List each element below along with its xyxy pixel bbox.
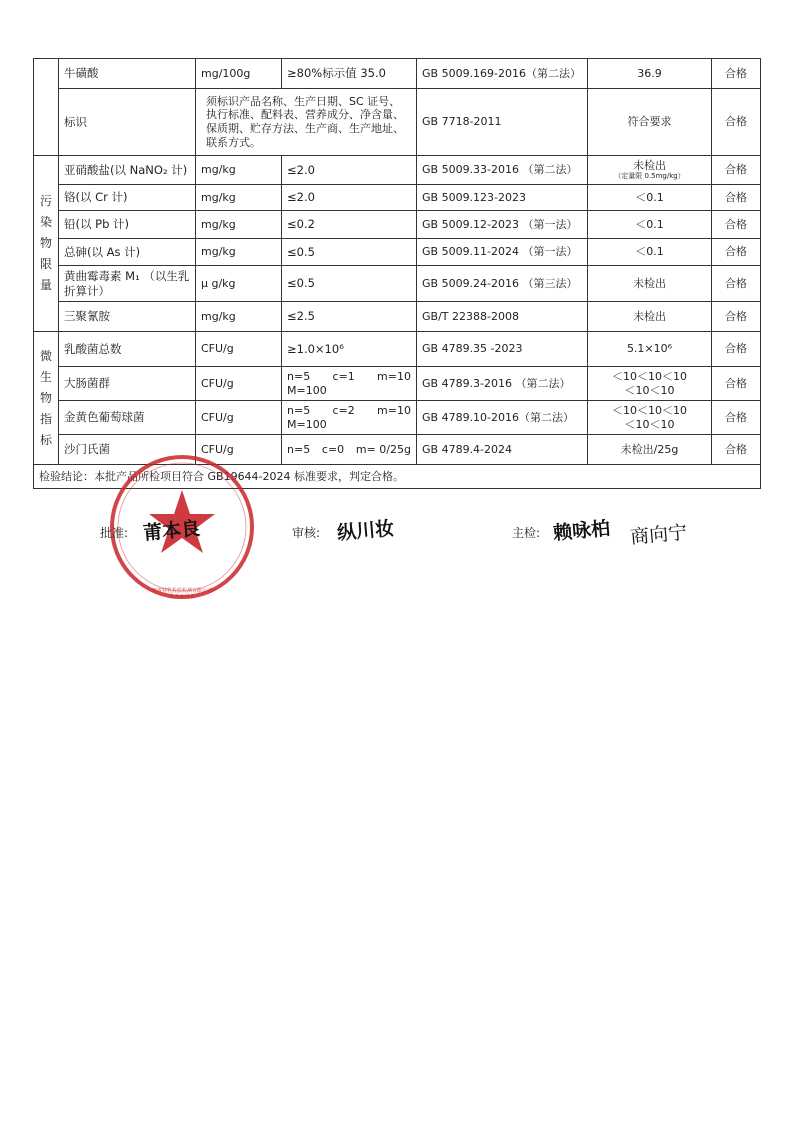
table-row bbox=[34, 156, 761, 185]
unit-cell: mg/kg bbox=[196, 185, 282, 211]
unit-cell: mg/kg bbox=[196, 156, 282, 185]
approve-label: 批准: bbox=[100, 526, 129, 540]
approve-signature: 莆本良 bbox=[142, 517, 201, 545]
requirement-cell: ≤2.5 bbox=[282, 302, 417, 332]
verdict-cell: 合格 bbox=[712, 401, 761, 435]
item-name: 铅(以 Pb 计) bbox=[59, 211, 196, 239]
requirement-cell: ≤2.0 bbox=[282, 185, 417, 211]
svg-text:化验专用章: 化验专用章 bbox=[169, 594, 195, 600]
requirement-cell: n=5 c=1 m=10 M=100 bbox=[282, 367, 417, 401]
verdict-cell: 合格 bbox=[712, 211, 761, 239]
method-cell: GB/T 22388-2008 bbox=[417, 302, 588, 332]
table-row bbox=[34, 302, 761, 332]
method-cell: GB 5009.123-2023 bbox=[417, 185, 588, 211]
table-row bbox=[34, 211, 761, 239]
quantitation-limit: （定量限 0.5mg/kg） bbox=[614, 172, 685, 181]
result-cell: 符合要求 bbox=[588, 89, 712, 156]
requirement-cell: ≤0.5 bbox=[282, 239, 417, 266]
svg-text:西省特乳检验检测有限公司: 西省特乳检验检测有限公司 bbox=[151, 588, 213, 594]
review-signature: 纵川妆 bbox=[336, 517, 395, 545]
verdict-cell: 合格 bbox=[712, 367, 761, 401]
requirement-cell: 须标识产品名称、生产日期、SC 证号、执行标准、配料表、营养成分、净含量、保质期、贮存方法、生产商、生产地址、联系方式。 bbox=[196, 89, 417, 156]
method-cell: GB 4789.4-2024 bbox=[417, 435, 588, 465]
item-name: 黄曲霉毒素 M₁ （以生乳折算计） bbox=[59, 266, 196, 302]
result-cell: 36.9 bbox=[588, 59, 712, 89]
result-cell: 未检出 bbox=[588, 266, 712, 302]
inspection-table bbox=[33, 58, 761, 489]
unit-cell: mg/kg bbox=[196, 211, 282, 239]
table-row bbox=[34, 266, 761, 302]
method-cell: GB 5009.11-2024 （第一法） bbox=[417, 239, 588, 266]
method-cell: GB 4789.10-2016（第二法） bbox=[417, 401, 588, 435]
method-cell: GB 4789.35 -2023 bbox=[417, 332, 588, 367]
verdict-cell: 合格 bbox=[712, 185, 761, 211]
group-label-contaminants: 污染物限量 bbox=[34, 156, 59, 332]
item-name: 金黄色葡萄球菌 bbox=[59, 401, 196, 435]
review-label: 审核: bbox=[292, 526, 321, 540]
group-label-microbes: 微生物指标 bbox=[34, 332, 59, 465]
inspect-label: 主检: bbox=[512, 526, 541, 540]
inspect-signature-2: 商向宁 bbox=[629, 521, 688, 549]
item-name: 三聚氰胺 bbox=[59, 302, 196, 332]
item-name: 总砷(以 As 计) bbox=[59, 239, 196, 266]
verdict-cell: 合格 bbox=[712, 435, 761, 465]
result-cell: ＜0.1 bbox=[588, 239, 712, 266]
item-name: 牛磺酸 bbox=[59, 59, 196, 89]
result-cell: ＜10＜10＜10 ＜10＜10 bbox=[588, 401, 712, 435]
result-cell: ＜0.1 bbox=[588, 185, 712, 211]
result-cell: 未检出 （定量限 0.5mg/kg） bbox=[588, 156, 712, 185]
method-cell: GB 5009.12-2023 （第一法） bbox=[417, 211, 588, 239]
table-row bbox=[34, 239, 761, 266]
verdict-cell: 合格 bbox=[712, 266, 761, 302]
unit-cell: mg/kg bbox=[196, 302, 282, 332]
table-row bbox=[34, 185, 761, 211]
method-cell: GB 4789.3-2016 （第二法） bbox=[417, 367, 588, 401]
result-cell: 未检出/25g bbox=[588, 435, 712, 465]
group-cell-blank bbox=[34, 59, 59, 156]
result-cell: ＜10＜10＜10 ＜10＜10 bbox=[588, 367, 712, 401]
unit-cell: CFU/g bbox=[196, 401, 282, 435]
item-name: 沙门氏菌 bbox=[59, 435, 196, 465]
result-cell: 未检出 bbox=[588, 302, 712, 332]
table-row bbox=[34, 89, 761, 156]
method-cell: GB 5009.24-2016 （第三法） bbox=[417, 266, 588, 302]
unit-cell: mg/kg bbox=[196, 239, 282, 266]
unit-cell: CFU/g bbox=[196, 435, 282, 465]
table-row bbox=[34, 367, 761, 401]
requirement-cell: ≥80%标示值 35.0 bbox=[282, 59, 417, 89]
verdict-cell: 合格 bbox=[712, 239, 761, 266]
item-name: 铬(以 Cr 计) bbox=[59, 185, 196, 211]
table-row bbox=[34, 59, 761, 89]
requirement-cell: ≤0.5 bbox=[282, 266, 417, 302]
verdict-cell: 合格 bbox=[712, 156, 761, 185]
result-cell: 5.1×10⁶ bbox=[588, 332, 712, 367]
method-cell: GB 7718-2011 bbox=[417, 89, 588, 156]
result-cell: ＜0.1 bbox=[588, 211, 712, 239]
unit-cell: μ g/kg bbox=[196, 266, 282, 302]
verdict-cell: 合格 bbox=[712, 332, 761, 367]
unit-cell: mg/100g bbox=[196, 59, 282, 89]
inspect-signature-1: 赖咏柏 bbox=[552, 517, 611, 545]
requirement-cell: ≤0.2 bbox=[282, 211, 417, 239]
requirement-cell: n=5 c=0 m= 0/25g bbox=[282, 435, 417, 465]
requirement-cell: n=5 c=2 m=10 M=100 bbox=[282, 401, 417, 435]
unit-cell: CFU/g bbox=[196, 332, 282, 367]
table-row bbox=[34, 401, 761, 435]
method-cell: GB 5009.33-2016 （第二法） bbox=[417, 156, 588, 185]
item-name: 大肠菌群 bbox=[59, 367, 196, 401]
requirement-cell: ≥1.0×10⁶ bbox=[282, 332, 417, 367]
item-name: 亚硝酸盐(以 NaNO₂ 计) bbox=[59, 156, 196, 185]
table-row bbox=[34, 332, 761, 367]
unit-cell: CFU/g bbox=[196, 367, 282, 401]
verdict-cell: 合格 bbox=[712, 302, 761, 332]
item-name: 标识 bbox=[59, 89, 196, 156]
method-cell: GB 5009.169-2016（第二法） bbox=[417, 59, 588, 89]
verdict-cell: 合格 bbox=[712, 89, 761, 156]
conclusion-text: 检验结论：本批产品所检项目符合 GB19644-2024 标准要求，判定合格。 bbox=[34, 465, 761, 489]
requirement-cell: ≤2.0 bbox=[282, 156, 417, 185]
verdict-cell: 合格 bbox=[712, 59, 761, 89]
item-name: 乳酸菌总数 bbox=[59, 332, 196, 367]
